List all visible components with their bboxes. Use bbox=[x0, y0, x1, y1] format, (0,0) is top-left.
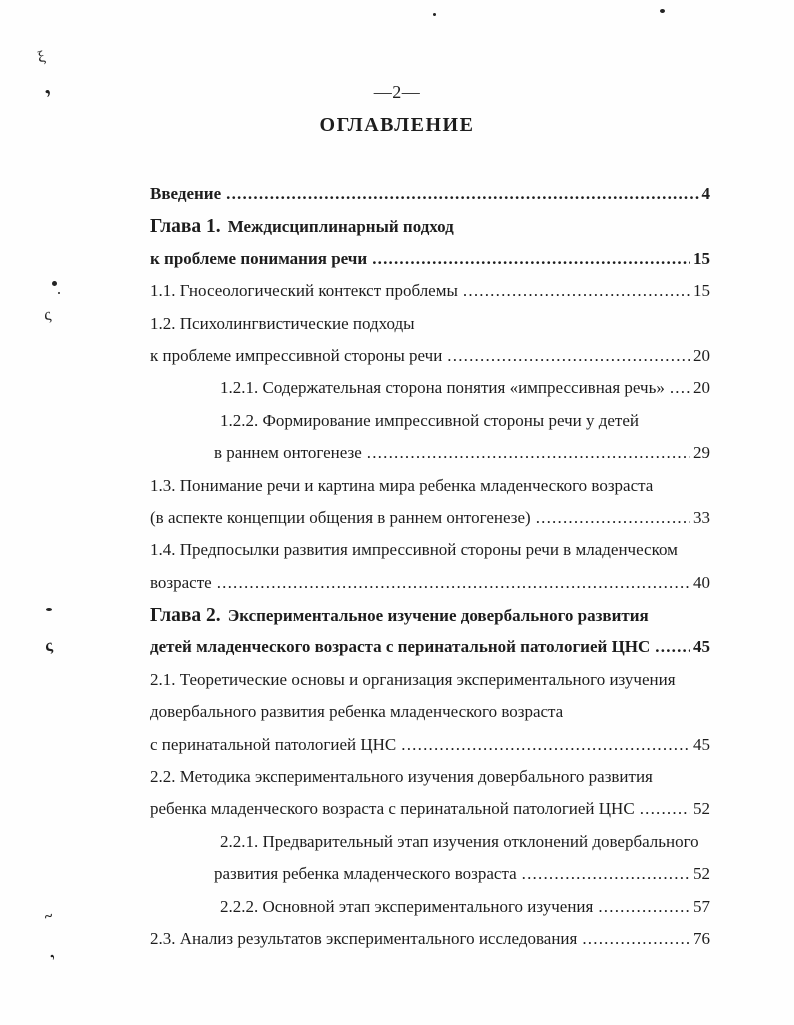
toc-entry-text: возрасте bbox=[150, 572, 212, 592]
toc-page-number: 15 bbox=[693, 281, 710, 301]
toc-entry-text: 2.3. Анализ результатов экспериментального исследования bbox=[150, 928, 578, 948]
toc-entry bbox=[150, 476, 710, 508]
toc-entry bbox=[150, 314, 710, 346]
toc-page-number: 52 bbox=[693, 799, 710, 819]
toc-entry bbox=[150, 897, 710, 929]
chapter-prefix: Глава 2. bbox=[150, 605, 221, 627]
toc-entry-text: 1.1. Гносеологический контекст проблемы bbox=[150, 281, 458, 301]
toc-page-number: 15 bbox=[693, 248, 710, 268]
dot-leader bbox=[217, 573, 690, 593]
toc-page-number: 45 bbox=[693, 734, 710, 754]
toc-entry-text: Введение bbox=[150, 184, 222, 203]
dot-leader bbox=[640, 799, 690, 819]
toc-entry bbox=[150, 702, 710, 734]
toc-page-number: 45 bbox=[693, 637, 710, 657]
toc-entry bbox=[150, 670, 710, 702]
toc-page-number: 57 bbox=[693, 896, 710, 916]
toc-entry-text: детей младенческого возраста с перинатальной патологией ЦНС bbox=[150, 637, 651, 657]
ink-artifact bbox=[52, 281, 57, 286]
dot-leader bbox=[463, 281, 690, 301]
toc-entry bbox=[150, 735, 710, 767]
toc-entry bbox=[150, 184, 710, 216]
page-number-header: —2— bbox=[373, 82, 421, 102]
dot-leader bbox=[226, 184, 698, 204]
toc-entry-text: 2.2.1. Предварительный этап изучения отклонений довербального bbox=[220, 831, 699, 851]
toc-page-number: 4 bbox=[701, 184, 710, 203]
toc-entry bbox=[150, 411, 710, 443]
toc-entry bbox=[150, 605, 710, 637]
page-title: ОГЛАВЛЕНИЕ bbox=[319, 114, 475, 136]
toc-entry bbox=[150, 832, 710, 864]
ink-artifact: ξ bbox=[35, 48, 48, 67]
toc-entry bbox=[150, 378, 710, 410]
toc-entry bbox=[150, 346, 710, 378]
toc-entry bbox=[150, 508, 710, 540]
dot-leader bbox=[372, 249, 690, 269]
ink-artifact: , bbox=[35, 74, 54, 99]
chapter-prefix: Глава 1. bbox=[150, 216, 221, 238]
dot-leader bbox=[536, 508, 690, 528]
toc-entry bbox=[150, 799, 710, 831]
toc-entry bbox=[150, 540, 710, 572]
toc-entry-text: 1.3. Понимание речи и картина мира ребенка младенческого возраста bbox=[150, 475, 654, 495]
toc-entry-text: довербального развития ребенка младенческого возраста bbox=[150, 702, 564, 722]
dot-leader bbox=[522, 864, 690, 884]
dot-leader bbox=[401, 735, 690, 755]
toc-entry-text: 1.2. Психолингвистические подходы bbox=[150, 313, 415, 333]
ink-artifact bbox=[660, 9, 665, 13]
toc-page-number: 33 bbox=[693, 507, 710, 527]
toc-entry bbox=[150, 216, 710, 248]
toc-entry-text: 1.2.1. Содержательная сторона понятия «импрессивная речь» bbox=[220, 378, 665, 398]
toc-entry-text: 2.1. Теоретические основы и организация экспериментального изучения bbox=[150, 669, 676, 689]
toc-entry bbox=[150, 637, 710, 669]
toc-entry-text: 2.2. Методика экспериментального изучения довербального развития bbox=[150, 767, 653, 787]
ink-artifact bbox=[46, 608, 52, 611]
toc-entry-text: Экспериментальное изучение довербального развития bbox=[227, 606, 649, 626]
toc-entry bbox=[150, 573, 710, 605]
dot-leader bbox=[598, 897, 690, 917]
toc-entry-text: к проблеме импрессивной стороны речи bbox=[150, 345, 443, 365]
toc-entry-text: Междисциплинарный подход bbox=[227, 217, 454, 237]
toc-page-number: 20 bbox=[693, 345, 710, 365]
ink-artifact bbox=[433, 13, 436, 16]
dot-leader bbox=[367, 443, 690, 463]
toc-page-number: 20 bbox=[693, 378, 710, 398]
ink-artifact bbox=[58, 292, 60, 294]
ink-artifact: ς bbox=[43, 635, 54, 656]
toc-page-number: 76 bbox=[693, 928, 710, 948]
dot-leader bbox=[582, 929, 690, 949]
toc-entry bbox=[150, 443, 710, 475]
toc-entry-text: 1.4. Предпосылки развития импрессивной стороны речи в младенческом bbox=[150, 540, 678, 560]
toc-page-number: 40 bbox=[693, 572, 710, 592]
toc-page-number: 29 bbox=[693, 443, 710, 463]
toc-page-number: 52 bbox=[693, 864, 710, 884]
toc-entry-text: ребенка младенческого возраста с перинатальной патологией ЦНС bbox=[150, 799, 635, 819]
toc-entry-text: с перинатальной патологией ЦНС bbox=[150, 734, 397, 754]
toc-entry-text: к проблеме понимания речи bbox=[150, 248, 368, 268]
table-of-contents bbox=[150, 184, 710, 961]
toc-entry bbox=[150, 767, 710, 799]
ink-artifact: , bbox=[42, 946, 58, 962]
toc-entry-text: 2.2.2. Основной этап экспериментального изучения bbox=[220, 896, 594, 916]
dot-leader bbox=[655, 637, 690, 657]
toc-entry bbox=[150, 249, 710, 281]
ink-artifact: ς bbox=[42, 304, 53, 325]
toc-entry bbox=[150, 929, 710, 961]
toc-entry-text: (в аспекте концепции общения в раннем онтогенезе) bbox=[150, 507, 531, 527]
toc-entry-text: в раннем онтогенезе bbox=[214, 443, 362, 463]
toc-entry-text: развития ребенка младенческого возраста bbox=[214, 864, 517, 884]
toc-entry bbox=[150, 281, 710, 313]
dot-leader bbox=[670, 378, 690, 398]
toc-entry-text: 1.2.2. Формирование импрессивной стороны речи у детей bbox=[220, 410, 640, 430]
ink-artifact: ~ bbox=[42, 908, 55, 926]
dot-leader bbox=[447, 346, 690, 366]
toc-entry bbox=[150, 864, 710, 896]
